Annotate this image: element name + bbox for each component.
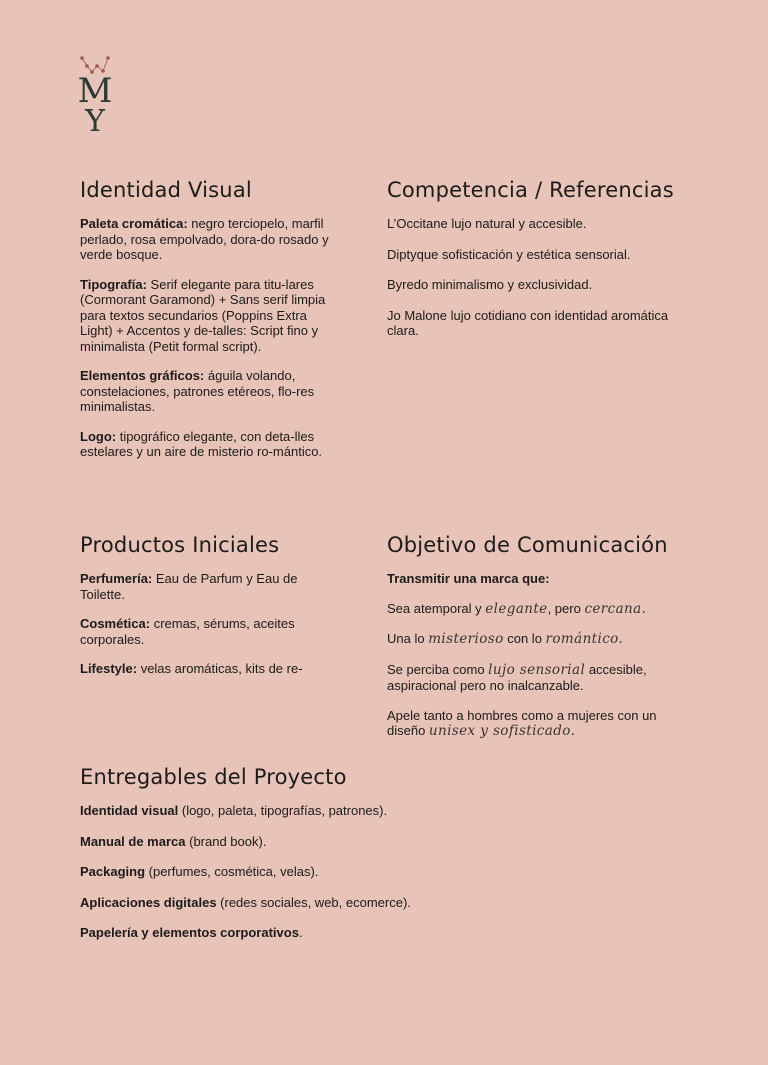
section-title: Competencia / Referencias (387, 178, 674, 202)
section-title: Objetivo de Comunicación (387, 533, 668, 557)
paragraph-text: Eau de Parfum y Eau de Toilette. (80, 571, 298, 602)
list-item: Packaging (perfumes, cosmética, velas). (80, 864, 319, 879)
elementos-paragraph (80, 368, 330, 415)
logo-paragraph (80, 429, 330, 460)
section-title: Productos Iniciales (80, 533, 280, 557)
list-item: Identidad visual (logo, paleta, tipografías, patrones). (80, 803, 388, 818)
tipografia-paragraph (80, 277, 330, 355)
objetivo-line: Se perciba como lujo sensorial accesible, aspiracional pero no inalcanzable. (387, 661, 647, 693)
list-item: Diptyque sofisticación y estética sensorial. (387, 246, 631, 262)
script-accent: lujo sensorial (488, 661, 586, 678)
script-accent: romántico (545, 631, 619, 647)
perfumeria-paragraph (80, 571, 330, 602)
list-item: L’Occitane lujo natural y accesible. (387, 216, 587, 231)
paragraph-label: Perfumería: (80, 571, 153, 586)
script-accent: unisex y sofisticado (428, 723, 571, 739)
paragraph-label: Transmitir una marca que: (387, 571, 550, 586)
objetivo-section (387, 533, 687, 754)
list-item: Byredo minimalismo y exclusividad. (387, 277, 593, 292)
paragraph-label: Identidad visual (80, 803, 179, 818)
list-item: Papelería y elementos corporativos. (80, 925, 303, 940)
paragraph-text: cremas, sérums, aceites corporales. (80, 616, 295, 647)
script-accent: misterioso (428, 631, 504, 647)
paragraph-label: Manual de marca (80, 833, 186, 849)
paragraph-label: Elementos gráficos: (80, 368, 205, 383)
paragraph-text: águila volando, constelaciones, patrones etéreos, flo-res minimalistas. (80, 368, 315, 414)
section-title: Entregables del Proyecto (80, 765, 347, 789)
objetivo-line: Una lo misterioso con lo romántico. (387, 631, 624, 647)
objetivo-line: Apele tanto a hombres como a mujeres con un diseño unisex y sofisticado. (387, 707, 657, 739)
script-accent: elegante (485, 600, 548, 617)
competencia-section (387, 178, 687, 354)
paragraph-label: Papelería y elementos corporativos (80, 925, 299, 940)
list-item: Jo Malone lujo cotidiano con identidad aromática clara. (387, 307, 669, 338)
paragraph-text: tipográfico elegante, con deta-lles estelares y un aire de misterio ro-mántico. (80, 428, 323, 459)
paragraph-label: Cosmética: (80, 616, 151, 631)
lifestyle-paragraph (80, 661, 330, 677)
identidad-visual-section (80, 178, 330, 474)
list-item: Manual de marca (brand book). (80, 833, 267, 849)
paragraph-label: Lifestyle: (80, 661, 138, 676)
paragraph-text: negro terciopelo, marfil perlado, rosa empolvado, dora-do rosado y verde bosque. (80, 216, 329, 262)
brand-logo (78, 54, 114, 134)
section-title: Identidad Visual (80, 178, 252, 202)
cosmetica-paragraph (80, 616, 330, 647)
paragraph-text: velas aromáticas, kits de re- (137, 661, 303, 676)
objetivo-line: Sea atemporal y elegante, pero cercana. (387, 600, 647, 617)
script-accent: cercana (584, 600, 642, 617)
paragraph-label: Paleta cromática: (80, 216, 188, 231)
lead-paragraph (387, 571, 687, 587)
logo-letter-y: Y (85, 104, 105, 134)
logo-letter-m: M (78, 71, 113, 111)
paragraph-text: Serif elegante para titu-lares (Cormorant Garamond) + Sans serif limpia para textos secundarios (Poppins Extra Light) + Accentos y de-talles: Script fino y minimalista (Petit formal script). (80, 276, 326, 354)
paleta-paragraph (80, 216, 330, 263)
productos-section (80, 533, 330, 691)
entregables-section (80, 765, 680, 956)
paragraph-label: Aplicaciones digitales (80, 894, 217, 910)
paragraph-label: Tipografía: (80, 276, 147, 292)
paragraph-label: Packaging (80, 864, 146, 879)
list-item: Aplicaciones digitales (redes sociales, web, ecomerce). (80, 894, 411, 910)
paragraph-label: Logo: (80, 428, 117, 444)
